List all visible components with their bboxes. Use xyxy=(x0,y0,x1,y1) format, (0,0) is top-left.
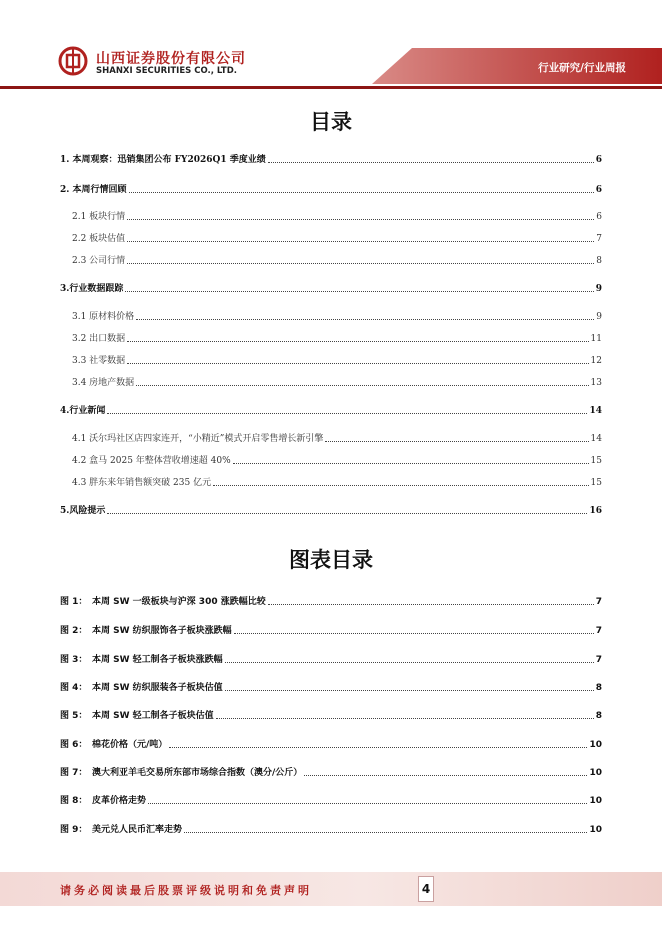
dot-leader xyxy=(129,192,594,193)
figure-label: 本周 SW 纺织服饰各子板块涨跌幅 xyxy=(92,626,232,636)
toc-entry[interactable] xyxy=(72,231,602,245)
toc-entry[interactable] xyxy=(72,209,602,223)
toc-entry-label: 3.4 房地产数据 xyxy=(72,378,135,388)
toc-entry-page: 16 xyxy=(589,506,602,516)
toc-entry[interactable] xyxy=(72,331,602,345)
figure-page: 10 xyxy=(589,825,602,835)
toc-entry-page: 9 xyxy=(595,284,602,294)
toc-entry-page: 13 xyxy=(590,378,602,388)
figure-page: 8 xyxy=(595,711,602,721)
dot-leader xyxy=(107,413,587,414)
toc-entry-label: 3.3 社零数据 xyxy=(72,356,126,366)
page-header xyxy=(0,0,662,96)
dot-leader xyxy=(233,463,589,464)
figure-number: 图 6： xyxy=(60,740,88,750)
figure-entry[interactable] xyxy=(60,822,602,836)
figure-entry[interactable] xyxy=(60,623,602,637)
toc-entry-label: 3.1 原材料价格 xyxy=(72,312,135,322)
figure-entry[interactable] xyxy=(60,737,602,751)
company-logo-icon xyxy=(58,46,88,76)
toc-entry-page: 9 xyxy=(596,312,602,322)
page-footer xyxy=(0,872,662,906)
company-name-en: SHANXI SECURITIES CO., LTD. xyxy=(96,66,238,76)
dot-leader xyxy=(136,319,594,320)
toc-entry-label: 2.3 公司行情 xyxy=(72,256,126,266)
toc-entry-label: 1. 本周观察：迅销集团公布 FY2026Q1 季度业绩 xyxy=(60,155,266,165)
toc-entry-page: 6 xyxy=(596,212,602,222)
dot-leader xyxy=(107,513,587,514)
dot-leader xyxy=(136,385,588,386)
figure-entry[interactable] xyxy=(60,765,602,779)
figures-title: 图表目录 xyxy=(289,548,373,572)
dot-leader xyxy=(127,219,594,220)
dot-leader xyxy=(325,441,588,442)
figure-number: 图 4： xyxy=(60,683,88,693)
toc-entry-page: 8 xyxy=(596,256,602,266)
header-divider xyxy=(0,86,662,89)
dot-leader xyxy=(125,291,593,292)
figure-label: 本周 SW 轻工制各子板块涨跌幅 xyxy=(92,655,223,665)
figure-label: 美元兑人民币汇率走势 xyxy=(92,825,183,835)
toc-entry-label: 4.1 沃尔玛社区店四家连开，“小精近”模式开启零售增长新引擎 xyxy=(72,434,324,444)
toc-entry-page: 15 xyxy=(590,478,602,488)
toc-entry[interactable] xyxy=(72,309,602,323)
figure-number: 图 5： xyxy=(60,711,88,721)
dot-leader xyxy=(127,363,588,364)
figure-entry[interactable] xyxy=(60,708,602,722)
dot-leader xyxy=(127,341,588,342)
dot-leader xyxy=(225,662,594,663)
toc-entry-label: 2. 本周行情回顾 xyxy=(60,185,127,195)
toc-entry-page: 15 xyxy=(590,456,602,466)
toc-entry-label: 4.2 盒马 2025 年整体营收增速超 40% xyxy=(72,456,231,466)
figure-page: 7 xyxy=(595,597,602,607)
figure-label: 本周 SW 纺织服装各子板块估值 xyxy=(92,683,223,693)
dot-leader xyxy=(234,633,594,634)
toc-entry-label: 4.行业新闻 xyxy=(60,406,106,416)
toc-entry-label: 3.行业数据跟踪 xyxy=(60,284,124,294)
figure-number: 图 9： xyxy=(60,825,88,835)
dot-leader xyxy=(268,604,594,605)
toc-entry-label: 3.2 出口数据 xyxy=(72,334,126,344)
figure-page: 7 xyxy=(595,626,602,636)
toc-entry-page: 6 xyxy=(595,185,602,195)
toc-entry[interactable] xyxy=(60,152,602,166)
figure-number: 图 8： xyxy=(60,796,88,806)
figure-label: 棉花价格（元/吨） xyxy=(92,740,168,750)
dot-leader xyxy=(169,747,587,748)
figure-entry[interactable] xyxy=(60,793,602,807)
figure-page: 10 xyxy=(589,768,602,778)
figure-number: 图 7： xyxy=(60,768,88,778)
figure-entry[interactable] xyxy=(60,594,602,608)
company-name-cn: 山西证券股份有限公司 xyxy=(96,51,246,67)
toc-entry-label: 2.2 板块估值 xyxy=(72,234,126,244)
toc-entry[interactable] xyxy=(72,375,602,389)
toc-entry[interactable] xyxy=(72,431,602,445)
figure-label: 本周 SW 一级板块与沪深 300 涨跌幅比较 xyxy=(92,597,266,607)
figure-number: 图 2： xyxy=(60,626,88,636)
figure-page: 8 xyxy=(595,683,602,693)
toc-entry[interactable] xyxy=(72,453,602,467)
toc-entry-page: 11 xyxy=(590,334,602,344)
toc-entry-page: 12 xyxy=(590,356,602,366)
figure-label: 本周 SW 轻工制各子板块估值 xyxy=(92,711,214,721)
figure-page: 10 xyxy=(589,740,602,750)
dot-leader xyxy=(268,162,594,163)
toc-entry-page: 6 xyxy=(595,155,602,165)
disclaimer-notice: 请务必阅读最后股票评级说明和免责声明 xyxy=(60,884,312,897)
figure-number: 图 3： xyxy=(60,655,88,665)
toc-entry-page: 14 xyxy=(590,434,602,444)
toc-entry[interactable] xyxy=(60,403,602,417)
dot-leader xyxy=(304,775,587,776)
report-category: 行业研究/行业周报 xyxy=(538,62,626,74)
figure-entry[interactable] xyxy=(60,680,602,694)
toc-entry[interactable] xyxy=(72,475,602,489)
toc-entry-page: 14 xyxy=(589,406,602,416)
dot-leader xyxy=(184,832,587,833)
toc-entry[interactable] xyxy=(60,281,602,295)
dot-leader xyxy=(213,485,588,486)
toc-title: 目录 xyxy=(310,110,352,134)
dot-leader xyxy=(127,263,594,264)
figure-page: 7 xyxy=(595,655,602,665)
figure-entry[interactable] xyxy=(60,652,602,666)
toc-entry-label: 2.1 板块行情 xyxy=(72,212,126,222)
figure-number: 图 1： xyxy=(60,597,88,607)
dot-leader xyxy=(216,718,594,719)
toc-entry[interactable] xyxy=(72,353,602,367)
dot-leader xyxy=(148,803,587,804)
toc-entry[interactable] xyxy=(60,503,602,517)
figure-label: 皮革价格走势 xyxy=(92,796,147,806)
page-number: 4 xyxy=(418,876,434,902)
toc-entry-label: 4.3 胖东来年销售额突破 235 亿元 xyxy=(72,478,212,488)
toc-entry[interactable] xyxy=(72,253,602,267)
toc-entry[interactable] xyxy=(60,182,602,196)
dot-leader xyxy=(127,241,594,242)
toc-entry-page: 7 xyxy=(596,234,602,244)
toc-entry-label: 5.风险提示 xyxy=(60,506,106,516)
dot-leader xyxy=(225,690,594,691)
figure-label: 澳大利亚羊毛交易所东部市场综合指数（澳分/公斤） xyxy=(92,768,303,778)
figure-page: 10 xyxy=(589,796,602,806)
